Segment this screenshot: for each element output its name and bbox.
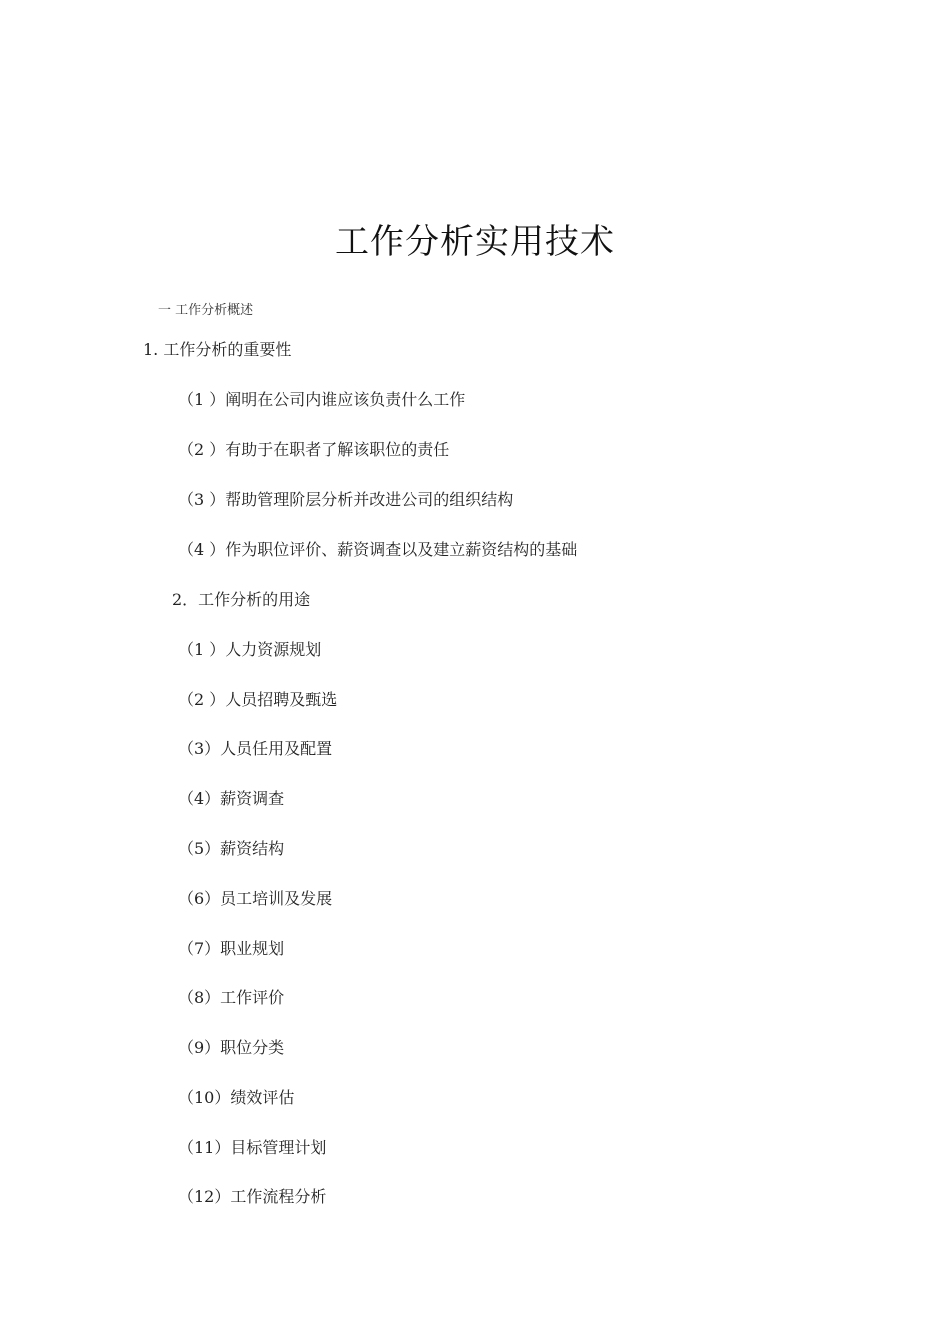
list-item: （12）工作流程分析 [178,1187,327,1206]
list-item: （8）工作评价 [178,988,285,1007]
section-heading: 一 工作分析概述 [158,303,254,318]
list-item: （4 ）作为职位评价、薪资调查以及建立薪资结构的基础 [178,540,578,559]
list-item: （7）职业规划 [178,939,285,958]
list-item: （6）员工培训及发展 [178,889,333,908]
list-item: （10）绩效评估 [178,1088,295,1107]
list-item: （5）薪资结构 [178,839,285,858]
list-item: （4）薪资调查 [178,789,285,808]
list-item: （9）职位分类 [178,1038,285,1057]
document-title: 工作分析实用技术 [335,222,615,262]
list-item: （2 ）有助于在职者了解该职位的责任 [178,440,450,459]
heading-importance: 1. 工作分析的重要性 [143,340,292,359]
list-item: （3 ）帮助管理阶层分析并改进公司的组织结构 [178,490,514,509]
list-item: （2 ）人员招聘及甄选 [178,690,338,709]
list-item: （3）人员任用及配置 [178,739,333,758]
list-item: （1 ）人力资源规划 [178,640,322,659]
list-item: （1 ）阐明在公司内谁应该负责什么工作 [178,390,466,409]
heading-uses: 2．工作分析的用途 [172,590,311,609]
list-item: （11）目标管理计划 [178,1138,327,1157]
